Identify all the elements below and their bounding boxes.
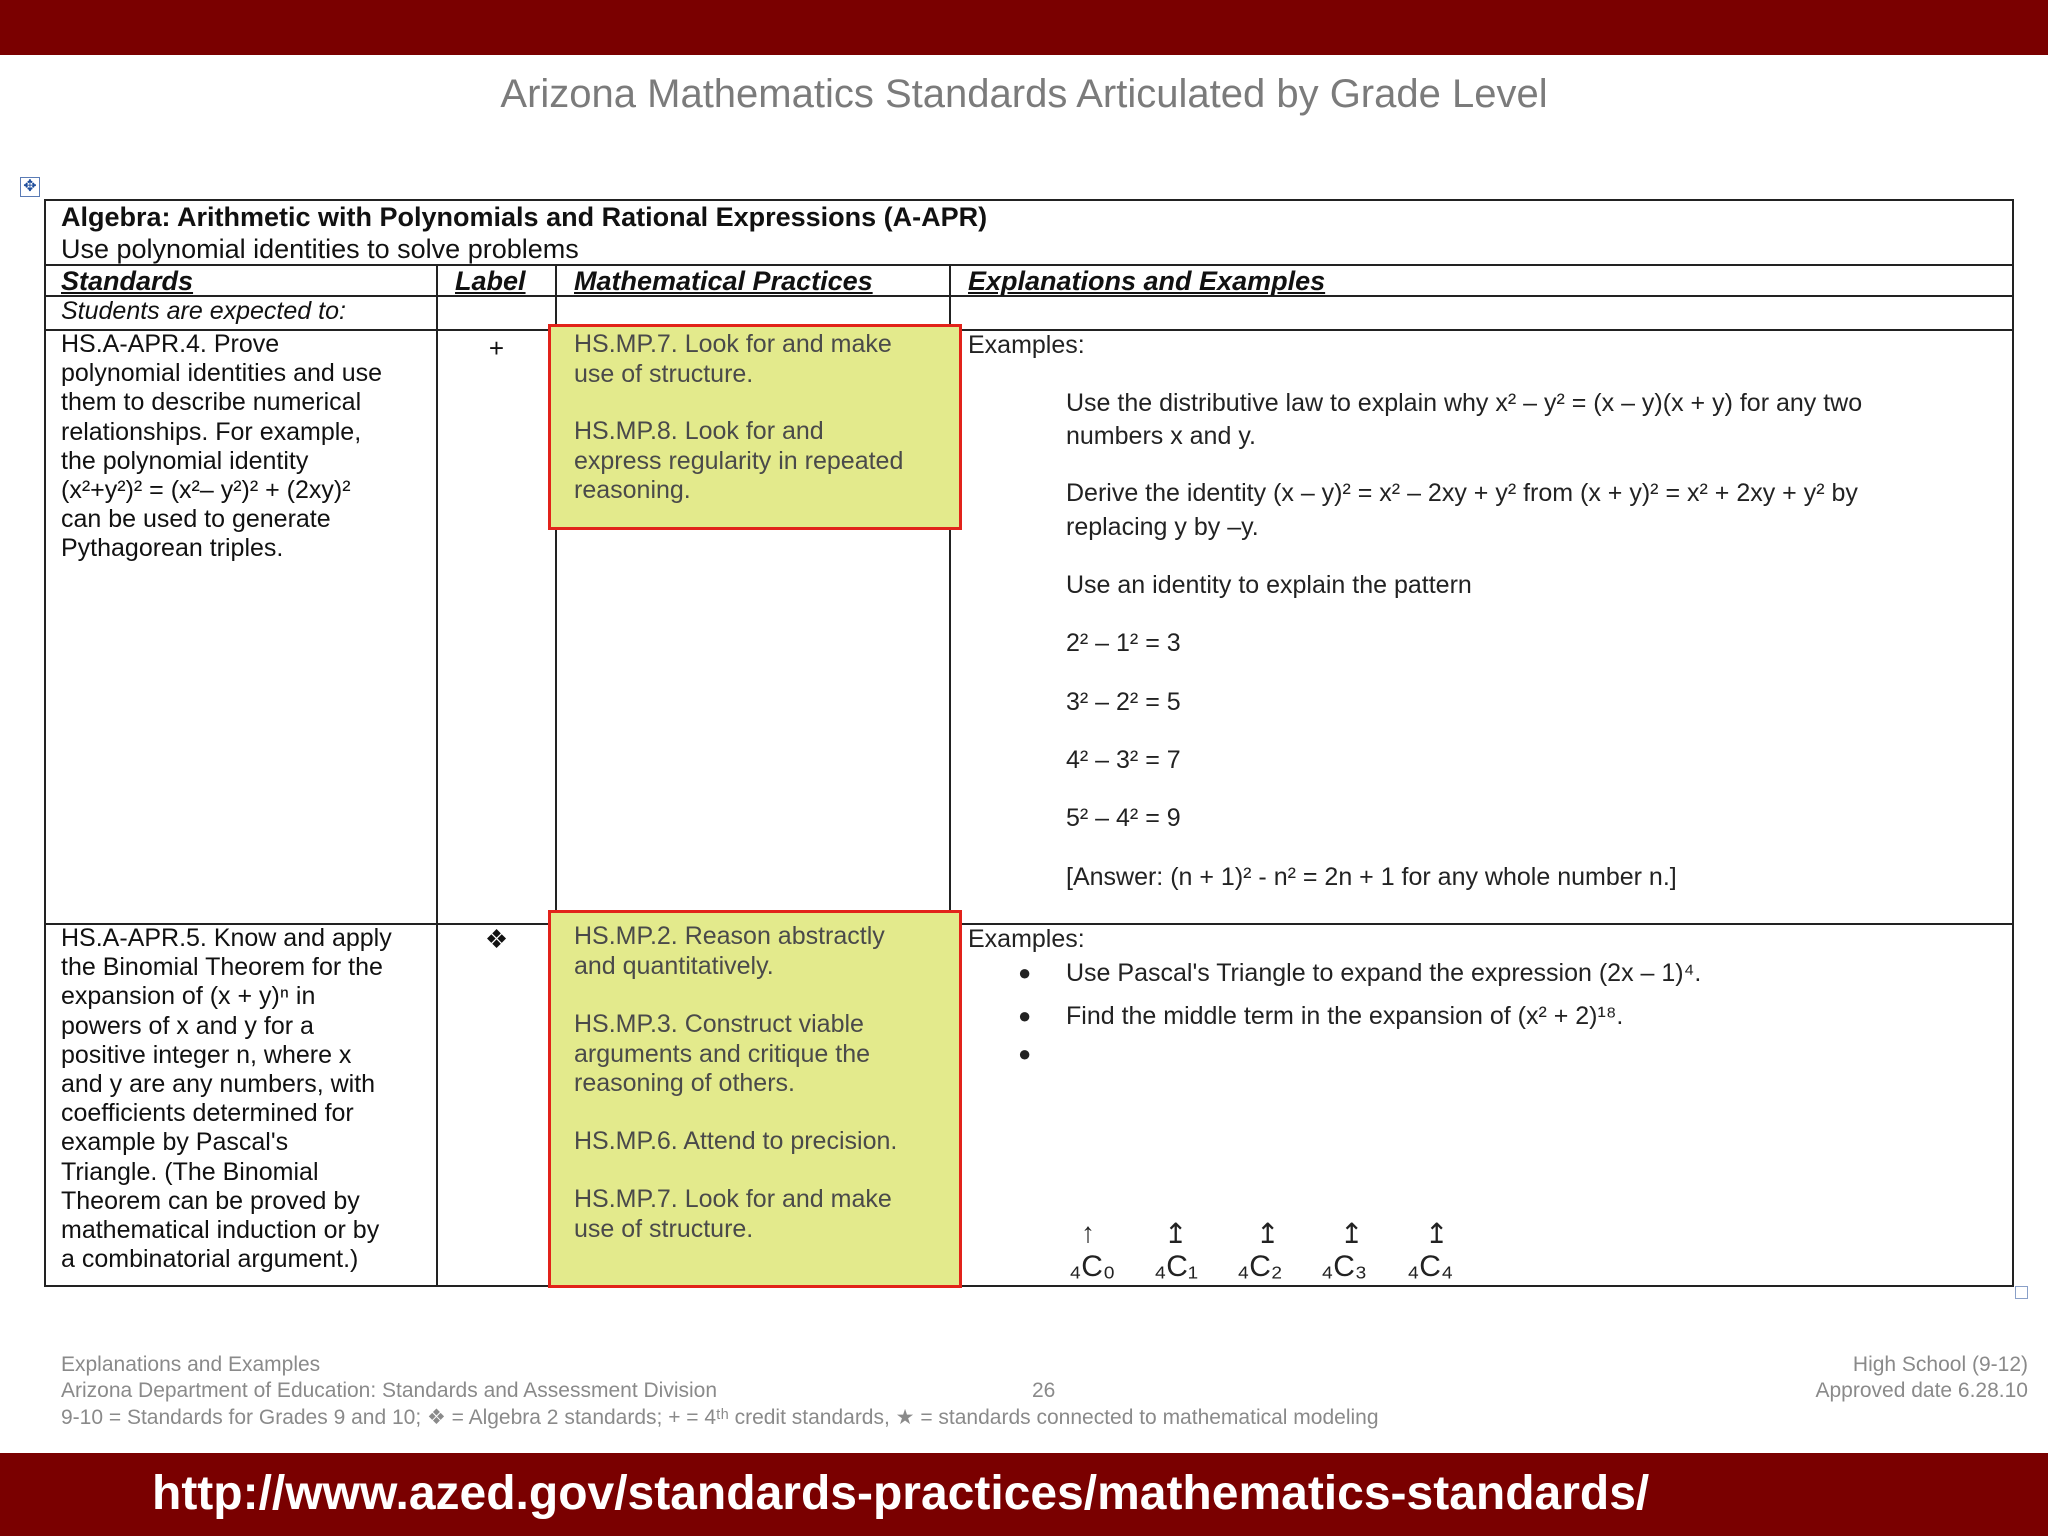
example-line: [Answer: (n + 1)² - n² = 2n + 1 for any whole number n.]	[1066, 863, 1677, 891]
domain-subtitle: Use polynomial identities to solve problems	[61, 234, 579, 264]
table-move-handle-icon[interactable]: ✥	[20, 177, 40, 197]
example-line: Derive the identity (x – y)² = x² – 2xy + y² from (x + y)² = x² + 2xy + y² by	[1066, 479, 1858, 507]
standard-text: HS.A-APR.4. Prove polynomial identities and use them to describe numerical relationships. For example, the polynomial identity (x²+y²)² = (x²– y²)² + (2xy)² can be used to generate Pythagorean triples.	[61, 330, 383, 563]
up-arrow-icon: ↥	[1164, 1218, 1188, 1249]
practice-item: HS.MP.8. Look for and express regularity in repeated reasoning.	[574, 417, 904, 504]
practice-item: HS.MP.3. Construct viable arguments and critique the reasoning of others.	[574, 1010, 871, 1097]
examples-heading: Examples:	[968, 331, 1085, 359]
example-line: numbers x and y.	[1066, 422, 1256, 450]
column-header-label: Label	[455, 266, 526, 296]
combination: ₄C₃	[1321, 1250, 1368, 1283]
example-line: replacing y by –y.	[1066, 513, 1259, 541]
standard-label: +	[488, 333, 505, 363]
footer-approved-date: Approved date 6.28.10	[1815, 1379, 2028, 1402]
practice-item: HS.MP.7. Look for and make use of structure.	[574, 1185, 892, 1243]
footer-department: Arizona Department of Education: Standards and Assessment Division	[61, 1379, 718, 1402]
combination: ₄C₄	[1407, 1250, 1454, 1283]
column-header-practices: Mathematical Practices	[574, 266, 873, 296]
column-header-explanations: Explanations and Examples	[968, 266, 1326, 296]
bullet-icon: ●	[1018, 1003, 1032, 1028]
page-number: 26	[1032, 1379, 1056, 1402]
table-resize-handle-icon[interactable]	[2015, 1286, 2028, 1299]
up-arrow-icon: ↥	[1340, 1218, 1364, 1249]
examples-heading: Examples:	[968, 925, 1085, 953]
example-bullet: Use Pascal's Triangle to expand the expression (2x – 1)⁴.	[1066, 959, 1702, 987]
bullet-icon: ●	[1018, 960, 1032, 985]
practice-item: HS.MP.6. Attend to precision.	[574, 1127, 898, 1155]
standard-text: HS.A-APR.5. Know and apply the Binomial Theorem for the expansion of (x + y)ⁿ in powers of x and y for a positive integer n, where x and y are any numbers, with coefficients determined for example by Pascal's Triangle. (The Binomial Theorem can be proved by mathematical induction or by a combinatorial argument.)	[61, 924, 392, 1274]
footer-doc-type: Explanations and Examples	[61, 1353, 321, 1376]
practice-item: HS.MP.7. Look for and make use of structure.	[574, 330, 892, 388]
footer-level: High School (9-12)	[1852, 1353, 2028, 1376]
up-arrow-icon: ↥	[1425, 1218, 1449, 1249]
footer-legend: 9-10 = Standards for Grades 9 and 10; ❖ = Algebra 2 standards; + = 4ᵗʰ credit standards, ★ = standards connected to mathematical modeling	[61, 1406, 1379, 1429]
domain-title: Algebra: Arithmetic with Polynomials and Rational Expressions (A-APR)	[61, 202, 988, 232]
up-arrow-icon: ↥	[1256, 1218, 1280, 1249]
expectation-text: Students are expected to:	[61, 297, 346, 325]
example-line: Use the distributive law to explain why x² – y² = (x – y)(x + y) for any two	[1066, 389, 1863, 417]
example-line: 2² – 1² = 3	[1066, 629, 1181, 657]
example-bullet: Find the middle term in the expansion of (x² + 2)¹⁸.	[1066, 1002, 1624, 1030]
combination: ₄C₀	[1069, 1250, 1116, 1283]
example-line: 4² – 3² = 7	[1066, 746, 1181, 774]
up-arrow-icon: ↑	[1081, 1217, 1095, 1248]
example-line: 5² – 4² = 9	[1066, 804, 1181, 832]
page-title: Arizona Mathematics Standards Articulated by Grade Level	[500, 72, 1548, 116]
top-banner	[0, 0, 2048, 55]
example-line: Use an identity to explain the pattern	[1066, 571, 1472, 599]
combination: ₄C₁	[1154, 1250, 1199, 1283]
column-header-standards: Standards	[61, 266, 194, 296]
practice-item: HS.MP.2. Reason abstractly and quantitatively.	[574, 922, 885, 980]
combination: ₄C₂	[1237, 1250, 1283, 1283]
bullet-icon: ●	[1018, 1041, 1032, 1066]
example-line: 3² – 2² = 5	[1066, 688, 1181, 716]
source-url-link[interactable]: http://www.azed.gov/standards-practices/mathematics-standards/	[152, 1467, 1650, 1520]
standard-label: ❖	[484, 924, 509, 954]
